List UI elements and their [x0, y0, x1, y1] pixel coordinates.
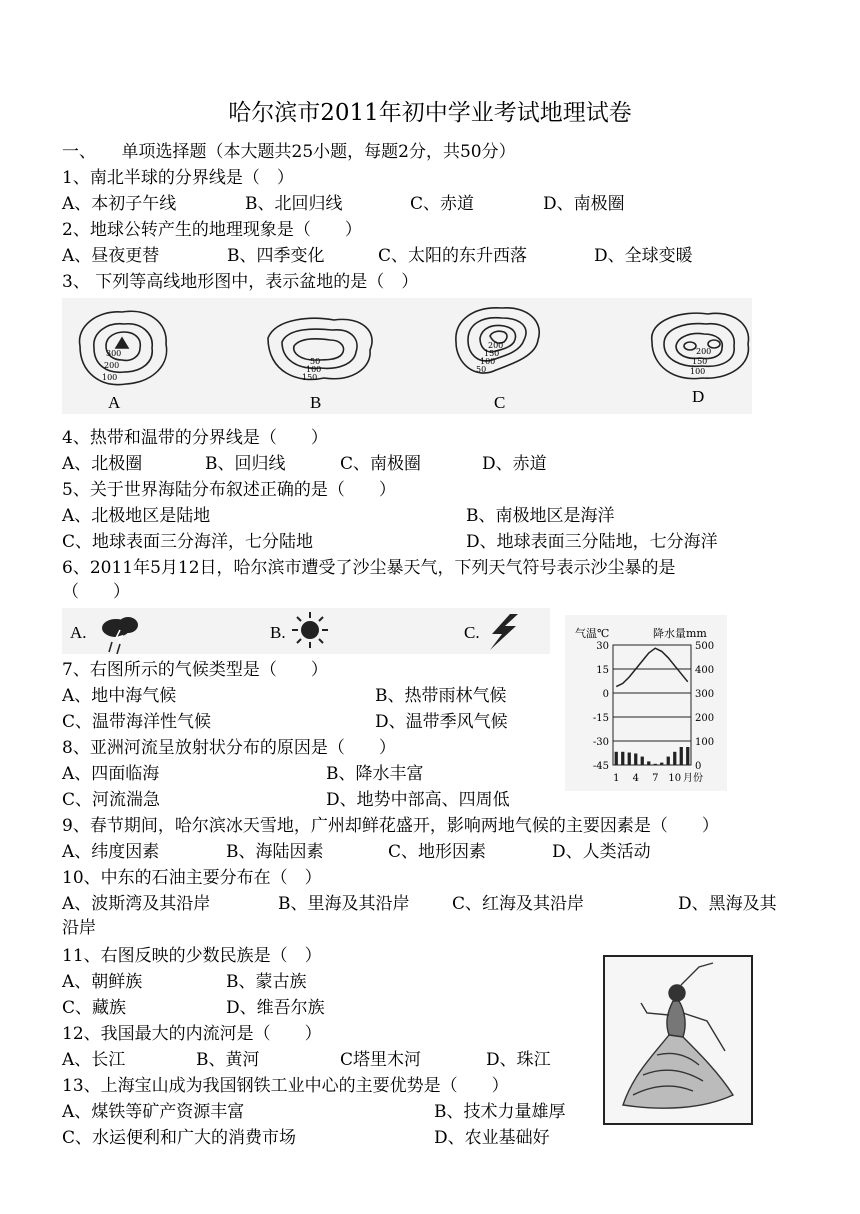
- symbol-label-a: A.: [70, 623, 87, 642]
- q7-option-a: A、地中海气候: [62, 686, 177, 706]
- chart-temp-axis-label: 气温℃: [575, 627, 610, 640]
- q9-option-c: C、地形因素: [388, 842, 487, 862]
- q5-option-a: A、北极地区是陆地: [62, 506, 211, 526]
- contour-label: 150: [302, 373, 318, 382]
- month-tick-label: 10: [668, 773, 682, 784]
- contour-label: 200: [104, 361, 120, 370]
- contour-label: 100: [102, 373, 118, 382]
- precipitation-bar: [621, 752, 624, 765]
- q10-option-a: A、波斯湾及其沿岸: [62, 894, 211, 914]
- question-1-stem: 1、南北半球的分界线是（ ）: [62, 168, 294, 188]
- contour-maps-figure: [62, 298, 752, 414]
- precip-tick-label: 500: [695, 641, 715, 652]
- month-tick-label: 1: [613, 773, 620, 784]
- question-6-stem-cont: （ ）: [62, 582, 130, 602]
- map-label-a: A: [108, 393, 121, 412]
- contour-map-a: [80, 311, 167, 384]
- q4-option-b: B、回归线: [205, 454, 286, 474]
- precipitation-bar: [686, 747, 689, 765]
- q4-option-d: D、赤道: [482, 454, 547, 474]
- q1-option-c: C、赤道: [410, 194, 475, 214]
- question-5-stem: 5、关于世界海陆分布叙述正确的是（ ）: [62, 480, 396, 500]
- temp-tick-label: 0: [602, 689, 609, 700]
- q10-option-d-wrap: 沿岸: [62, 918, 96, 938]
- q1-option-b: B、北回归线: [245, 194, 343, 214]
- temp-tick-label: -30: [592, 737, 609, 748]
- q5-option-d: D、地球表面三分陆地，七分海洋: [466, 532, 718, 552]
- question-11-stem: 11、右图反映的少数民族是（ ）: [62, 946, 322, 966]
- q11-option-c: C、藏族: [62, 998, 127, 1018]
- ethnic-dancer-illustration: [603, 955, 753, 1125]
- contour-map-b: [268, 318, 372, 382]
- question-3-stem: 3、 下列等高线地形图中，表示盆地的是（ ）: [62, 272, 419, 292]
- q12-option-d: D、珠江: [486, 1050, 551, 1070]
- precipitation-bar: [647, 761, 650, 765]
- precip-tick-label: 0: [695, 761, 702, 772]
- q13-option-c: C、水运便利和广大的消费市场: [62, 1128, 297, 1148]
- q8-option-d: D、地势中部高、四周低: [326, 790, 510, 810]
- question-12-stem: 12、我国最大的内流河是（ ）: [62, 1024, 322, 1044]
- q2-option-b: B、四季变化: [227, 246, 325, 266]
- question-6-stem: 6、2011年5月12日，哈尔滨市遭受了沙尘暴天气，下列天气符号表示沙尘暴的是: [62, 558, 676, 578]
- contour-map-d: [652, 313, 749, 378]
- precipitation-bar: [628, 753, 631, 765]
- precipitation-bar: [667, 757, 670, 765]
- precipitation-bar: [660, 763, 663, 765]
- contour-label: 100: [690, 367, 706, 376]
- q10-option-b: B、里海及其沿岸: [278, 894, 410, 914]
- q11-option-d: D、维吾尔族: [226, 998, 325, 1018]
- q1-option-a: A、本初子午线: [62, 194, 177, 214]
- section-heading: 一、 单项选择题（本大题共25小题，每题2分，共50分）: [62, 142, 516, 162]
- contour-label: 150: [484, 349, 500, 358]
- q7-option-c: C、温带海洋性气候: [62, 712, 212, 732]
- chart-precip-axis-label: 降水量mm: [653, 627, 707, 640]
- precip-tick-label: 300: [695, 689, 715, 700]
- contour-label: 100: [306, 365, 322, 374]
- question-13-stem: 13、上海宝山成为我国钢铁工业中心的主要优势是（ ）: [62, 1076, 509, 1096]
- precip-tick-label: 100: [695, 737, 715, 748]
- q8-option-c: C、河流湍急: [62, 790, 161, 810]
- weather-symbols-figure: [62, 608, 550, 654]
- q13-option-d: D、农业基础好: [434, 1128, 550, 1148]
- temp-tick-label: 15: [596, 665, 609, 676]
- q5-option-b: B、南极地区是海洋: [466, 506, 615, 526]
- sun-icon: [292, 612, 328, 648]
- question-8-stem: 8、亚洲河流呈放射状分布的原因是（ ）: [62, 738, 396, 758]
- q12-option-b: B、黄河: [196, 1050, 260, 1070]
- q7-option-b: B、热带雨林气候: [375, 686, 507, 706]
- climate-chart: [565, 615, 727, 791]
- q13-option-b: B、技术力量雄厚: [434, 1102, 566, 1122]
- question-7-stem: 7、右图所示的气候类型是（ ）: [62, 660, 328, 680]
- precipitation-bar: [641, 757, 644, 765]
- symbol-label-b: B.: [270, 623, 286, 642]
- temp-tick-label: 30: [596, 641, 609, 652]
- q2-option-d: D、全球变暖: [594, 246, 693, 266]
- question-9-stem: 9、春节期间，哈尔滨冰天雪地，广州却鲜花盛开，影响两地气候的主要因素是（ ）: [62, 816, 719, 836]
- chart-month-unit: 月份: [683, 773, 703, 784]
- contour-label: 50: [310, 357, 321, 366]
- map-label-c: C: [494, 393, 506, 412]
- q1-option-d: D、南极圈: [543, 194, 625, 214]
- contour-map-c: [456, 308, 539, 374]
- precipitation-bar: [634, 753, 637, 765]
- q13-option-a: A、煤铁等矿产资源丰富: [62, 1102, 245, 1122]
- q8-option-a: A、四面临海: [62, 764, 160, 784]
- lightning-icon: [490, 614, 518, 650]
- question-2-stem: 2、地球公转产生的地理现象是（ ）: [62, 220, 362, 240]
- question-10-stem: 10、中东的石油主要分布在（ ）: [62, 868, 322, 888]
- q11-option-a: A、朝鲜族: [62, 972, 143, 992]
- precipitation-bar: [615, 752, 618, 765]
- q7-option-d: D、温带季风气候: [375, 712, 508, 732]
- map-label-d: D: [692, 387, 705, 406]
- q2-option-c: C、太阳的东升西落: [378, 246, 528, 266]
- q10-option-c: C、红海及其沿岸: [452, 894, 585, 914]
- q10-option-d: D、黑海及其: [678, 894, 777, 914]
- contour-label: 100: [480, 357, 496, 366]
- contour-label: 300: [106, 349, 122, 358]
- q9-option-d: D、人类活动: [552, 842, 651, 862]
- question-4-stem: 4、热带和温带的分界线是（ ）: [62, 428, 328, 448]
- page-title: 哈尔滨市2011年初中学业考试地理试卷: [228, 100, 632, 126]
- temp-tick-label: -45: [592, 761, 609, 772]
- q4-option-a: A、北极圈: [62, 454, 143, 474]
- q12-option-a: A、长江: [62, 1050, 126, 1070]
- q2-option-a: A、昼夜更替: [62, 246, 160, 266]
- q8-option-b: B、降水丰富: [326, 764, 424, 784]
- q12-option-c: C塔里木河: [340, 1050, 422, 1070]
- precip-tick-label: 200: [695, 713, 715, 724]
- thunderstorm-icon: [102, 617, 138, 654]
- map-label-b: B: [310, 393, 322, 412]
- month-tick-label: 7: [652, 773, 659, 784]
- q9-option-b: B、海陆因素: [226, 842, 324, 862]
- precipitation-bar: [673, 752, 676, 765]
- contour-label: 150: [692, 357, 708, 366]
- temp-tick-label: -15: [592, 713, 609, 724]
- precipitation-bar: [680, 747, 683, 765]
- q5-option-c: C、地球表面三分海洋，七分陆地: [62, 532, 314, 552]
- q9-option-a: A、纬度因素: [62, 842, 160, 862]
- precipitation-bar: [654, 764, 657, 765]
- month-tick-label: 4: [632, 773, 639, 784]
- precip-tick-label: 400: [695, 665, 715, 676]
- contour-label: 50: [476, 365, 487, 374]
- q4-option-c: C、南极圈: [340, 454, 422, 474]
- contour-label: 200: [488, 341, 504, 350]
- q11-option-b: B、蒙古族: [226, 972, 307, 992]
- symbol-label-c: C.: [464, 623, 480, 642]
- contour-label: 200: [696, 347, 712, 356]
